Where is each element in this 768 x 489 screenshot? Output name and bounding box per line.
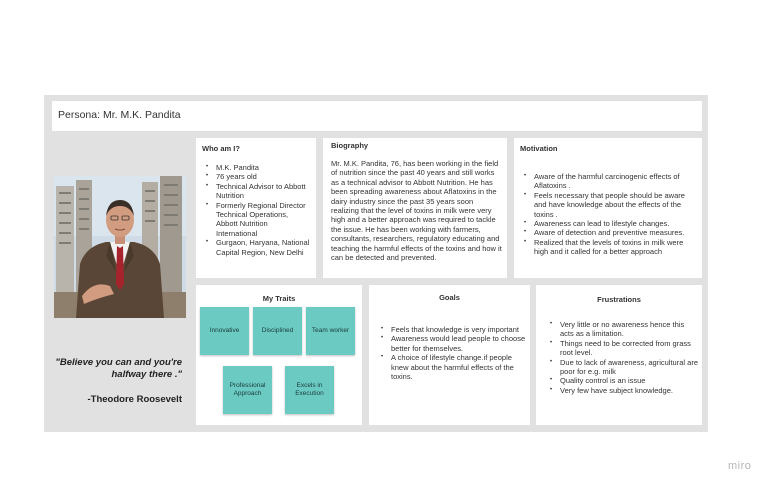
list-item: • 76 years old bbox=[206, 172, 310, 181]
biography-text: Mr. M.K. Pandita, 76, has been working in the field of nutrition since the past 40 years and still works as a technical advisor to Abbott Nutrition. He has been spreading awareness about Aflatoxins in the dairy industry since the past 35 years soon realizing that the level of toxins in milk were very high and a better approach was required to tackle the issue. He has been working with farmers, consultants, researchers, regulatory educating and teaching the harmful effects of the toxins and how it can be detected and prevented. bbox=[331, 159, 502, 263]
list-item: • Due to lack of awareness, agricultural are poor for e.g. milk bbox=[550, 358, 700, 377]
list-item: • Awareness can lead to lifestyle changes. bbox=[524, 219, 696, 228]
list-item: • Things need to be corrected from grass root level. bbox=[550, 339, 700, 358]
list-item: • Technical Advisor to Abbott Nutrition bbox=[206, 182, 310, 201]
traits-title: My Traits bbox=[262, 294, 296, 303]
list-item: • Quality control is an issue bbox=[550, 376, 700, 385]
goals-title: Goals bbox=[439, 293, 460, 302]
traits-card[interactable] bbox=[196, 285, 362, 425]
persona-photo[interactable] bbox=[54, 176, 186, 318]
goals-card[interactable] bbox=[369, 285, 530, 425]
who-am-i-title: Who am I? bbox=[202, 144, 240, 153]
who-am-i-card[interactable] bbox=[196, 138, 316, 278]
who-am-i-list bbox=[206, 163, 310, 257]
miro-logo: miro bbox=[728, 460, 752, 472]
sticky-note-excels-in-execution[interactable]: Excels in Execution bbox=[285, 366, 334, 414]
motivation-card[interactable] bbox=[514, 138, 702, 278]
list-item: • Feels necessary that people should be aware and have knowledge about the effects of the toxins . bbox=[524, 191, 696, 219]
sticky-note-innovative[interactable]: Innovative bbox=[200, 307, 249, 355]
list-item: • Aware of detection and preventive measures. bbox=[524, 228, 696, 237]
quote-author: -Theodore Roosevelt bbox=[87, 394, 182, 405]
frustrations-list bbox=[550, 320, 700, 395]
title-card[interactable] bbox=[52, 101, 702, 131]
list-item: • M.K. Pandita bbox=[206, 163, 310, 172]
biography-card[interactable] bbox=[323, 138, 507, 278]
list-item: • Aware of the harmful carcinogenic effects of Aflatoxins . bbox=[524, 172, 696, 191]
frustrations-title: Frustrations bbox=[597, 295, 641, 304]
sticky-note-professional-approach[interactable]: Professional Approach bbox=[223, 366, 272, 414]
list-item: • Gurgaon, Haryana, National Capital Region, New Delhi bbox=[206, 238, 310, 257]
page-title: Persona: Mr. M.K. Pandita bbox=[58, 109, 181, 121]
list-item: • Formerly Regional Director Technical Operations, Abbott Nutrition International bbox=[206, 201, 310, 239]
list-item: • Feels that knowledge is very important bbox=[381, 325, 527, 334]
list-item: • Very little or no awareness hence this acts as a limitation. bbox=[550, 320, 700, 339]
list-item: • Realized that the levels of toxins in milk were high and it called for a better approach bbox=[524, 238, 696, 257]
list-item: • Very few have subject knowledge. bbox=[550, 386, 700, 395]
biography-title: Biography bbox=[331, 141, 369, 150]
frustrations-card[interactable] bbox=[536, 285, 702, 425]
motivation-title: Motivation bbox=[520, 144, 558, 153]
goals-list bbox=[381, 325, 527, 381]
portrait-image bbox=[54, 176, 186, 318]
motivation-list bbox=[524, 172, 696, 257]
sticky-note-disciplined[interactable]: Disciplined bbox=[253, 307, 302, 355]
sticky-note-team-worker[interactable]: Team worker bbox=[306, 307, 355, 355]
list-item: • A choice of lifestyle change.if people knew about the harmful effects of the toxins. bbox=[381, 353, 527, 381]
persona-quote: "Believe you can and you're halfway there ." bbox=[55, 357, 182, 380]
list-item: • Awareness would lead people to choose better for themselves. bbox=[381, 334, 527, 353]
